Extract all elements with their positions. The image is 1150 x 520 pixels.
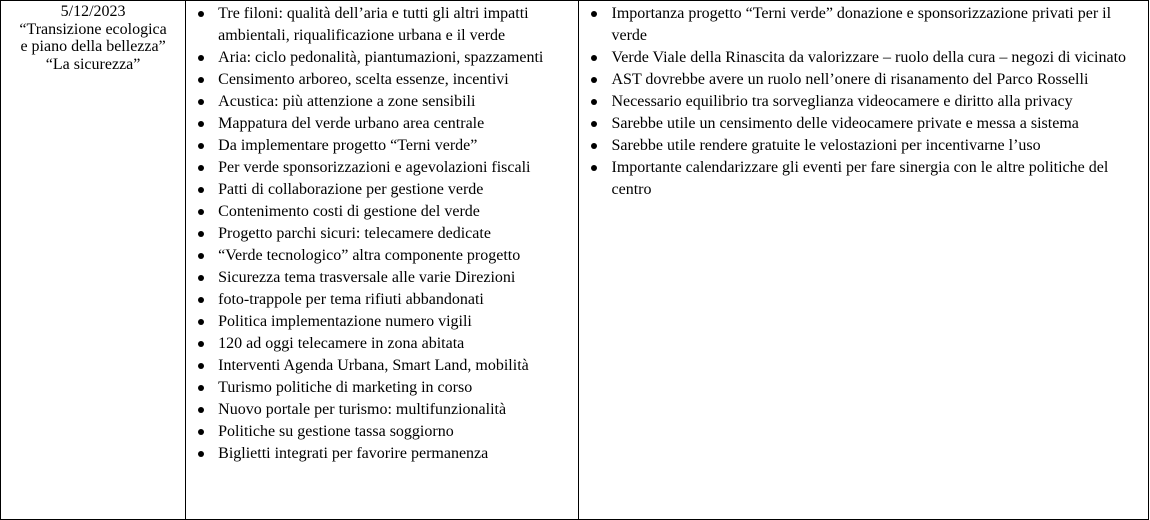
bullet-icon: [198, 451, 204, 457]
list-item: [186, 355, 578, 377]
list-item-text: Sarebbe utile un censimento delle videocamere private e messa a sistema: [611, 115, 1079, 132]
bullet-icon: [198, 143, 204, 149]
list-item-text: Contenimento costi di gestione del verde: [218, 203, 480, 220]
bullet-icon: [198, 165, 204, 171]
bullet-icon: [198, 77, 204, 83]
list-item: [186, 201, 578, 223]
list-item-text: Patti di collaborazione per gestione verde: [218, 181, 484, 198]
table-row: [1, 1, 1149, 520]
list-item-text: Mappatura del verde urbano area centrale: [218, 115, 485, 132]
bullet-icon: [198, 231, 204, 237]
list-item-text: Acustica: più attenzione a zone sensibili: [218, 93, 476, 110]
list-item: [186, 179, 578, 201]
list-item: [186, 399, 578, 421]
list-item: [579, 91, 1148, 113]
date-cell: [1, 1, 186, 520]
list-item: [579, 3, 1148, 47]
list-item: [186, 377, 578, 399]
list-item: [579, 113, 1148, 135]
bullet-icon: [198, 121, 204, 127]
list-item: [579, 135, 1148, 157]
list-item-text: Sicurezza tema trasversale alle varie Direzioni: [218, 269, 516, 286]
list-item: [579, 69, 1148, 91]
list-item-text: Turismo politiche di marketing in corso: [218, 379, 473, 396]
list-item-text: Progetto parchi sicuri: telecamere dedicate: [218, 225, 491, 242]
bullet-icon: [591, 165, 597, 171]
list-item: [186, 333, 578, 355]
bullet-icon: [198, 253, 204, 259]
list-item-text: AST dovrebbe avere un ruolo nell’onere di risanamento del Parco Rosselli: [611, 71, 1089, 88]
list-item-text: Necessario equilibrio tra sorveglianza videocamere e diritto alla privacy: [611, 93, 1073, 110]
list-item-text: Censimento arboreo, scelta essenze, incentivi: [218, 71, 509, 88]
list-item: [186, 113, 578, 135]
list-item: [186, 69, 578, 91]
list-item-text: Tre filoni: qualità dell’aria e tutti gli altri impatti ambientali, riqualificazione urbana e il verde: [218, 5, 529, 44]
meeting-title-line: “Transizione ecologica: [19, 20, 167, 38]
list-item-text: Biglietti integrati per favorire permanenza: [218, 445, 489, 462]
list-item-text: Nuovo portale per turismo: multifunzionalità: [218, 401, 507, 418]
list-item: [186, 135, 578, 157]
bullet-icon: [198, 187, 204, 193]
bullet-icon: [591, 55, 597, 61]
left-notes-cell: [186, 1, 579, 520]
bullet-icon: [198, 11, 204, 17]
list-item: [186, 3, 578, 47]
list-item: [186, 47, 578, 69]
list-item: [186, 289, 578, 311]
list-item-text: Interventi Agenda Urbana, Smart Land, mobilità: [218, 357, 529, 374]
meeting-title-line: e piano della bellezza”: [20, 38, 166, 55]
bullet-icon: [591, 99, 597, 105]
bullet-icon: [591, 77, 597, 83]
list-item-text: 120 ad oggi telecamere in zona abitata: [218, 335, 465, 352]
bullet-icon: [198, 319, 204, 325]
list-item-text: Sarebbe utile rendere gratuite le velostazioni per incentivarne l’uso: [611, 137, 1041, 154]
right-bullet-list: [579, 1, 1148, 201]
bullet-icon: [198, 209, 204, 215]
list-item: [186, 91, 578, 113]
list-item: [186, 311, 578, 333]
list-item-text: Politiche su gestione tassa soggiorno: [218, 423, 454, 440]
bullet-icon: [198, 385, 204, 391]
list-item-text: Importante calendarizzare gli eventi per fare sinergia con le altre politiche del centro: [611, 159, 1109, 198]
bullet-icon: [198, 363, 204, 369]
list-item-text: Per verde sponsorizzazioni e agevolazioni fiscali: [218, 159, 531, 176]
bullet-icon: [591, 143, 597, 149]
bullet-icon: [198, 341, 204, 347]
bullet-icon: [591, 11, 597, 17]
list-item-text: Politica implementazione numero vigili: [218, 313, 472, 330]
bullet-icon: [198, 99, 204, 105]
list-item: [186, 267, 578, 289]
meeting-date: 5/12/2023: [60, 3, 126, 20]
list-item: [186, 157, 578, 179]
right-notes-cell: [579, 1, 1149, 520]
list-item: [186, 421, 578, 443]
meeting-subtitle: “La sicurezza”: [45, 55, 141, 73]
bullet-icon: [198, 297, 204, 303]
bullet-icon: [591, 121, 597, 127]
bullet-icon: [198, 55, 204, 61]
list-item: [186, 223, 578, 245]
list-item-text: Aria: ciclo pedonalità, piantumazioni, spazzamenti: [218, 49, 544, 66]
list-item-text: foto-trappole per tema rifiuti abbandonati: [218, 291, 484, 308]
list-item: [186, 443, 578, 465]
bullet-icon: [198, 407, 204, 413]
list-item: [186, 245, 578, 267]
list-item-text: Importanza progetto “Terni verde” donazione e sponsorizzazione privati per il verde: [611, 5, 1112, 44]
bullet-icon: [198, 275, 204, 281]
list-item: [579, 157, 1148, 201]
left-bullet-list: [186, 1, 578, 465]
list-item-text: Verde Viale della Rinascita da valorizzare – ruolo della cura – negozi di vicinato: [611, 49, 1127, 66]
list-item: [579, 47, 1148, 69]
bullet-icon: [198, 429, 204, 435]
list-item-text: “Verde tecnologico” altra componente progetto: [218, 247, 521, 264]
list-item-text: Da implementare progetto “Terni verde”: [218, 137, 478, 154]
